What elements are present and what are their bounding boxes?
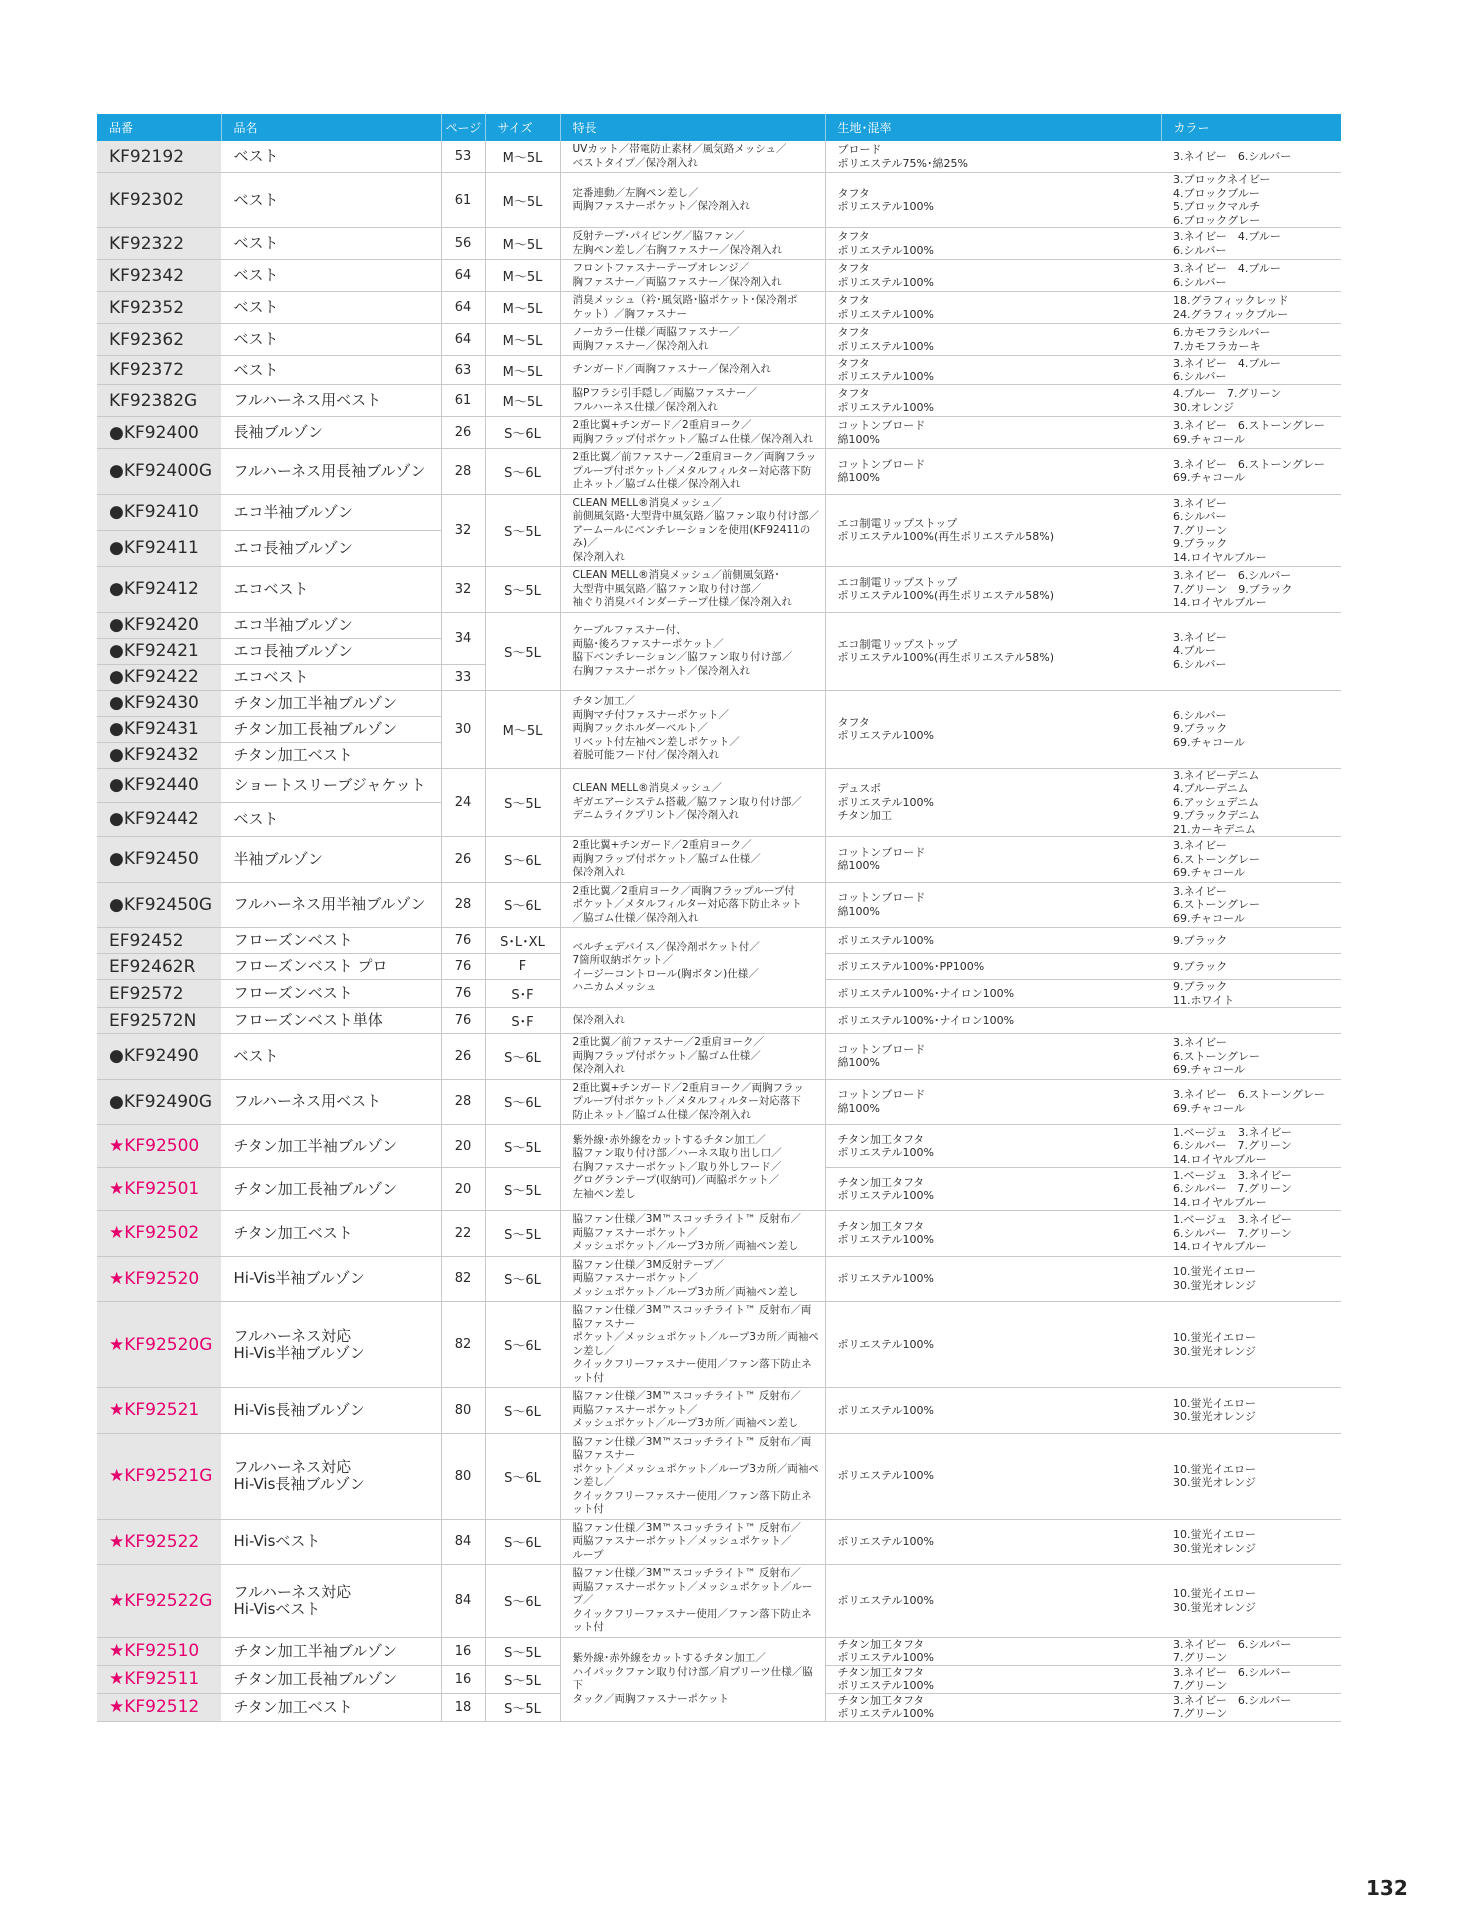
product-colors: 10.蛍光イエロー 30.蛍光オレンジ: [1161, 1433, 1341, 1519]
product-page: 80: [441, 1388, 485, 1434]
product-size: S〜5L: [485, 1693, 560, 1721]
product-name: ベスト: [221, 324, 441, 356]
table-row: [97, 837, 1341, 883]
product-name: チタン加工長袖ブルゾン: [221, 716, 441, 742]
product-name: チタン加工半袖ブルゾン: [221, 1125, 441, 1168]
product-code: KF92192: [97, 141, 221, 173]
product-features: 2重比翼／前ファスナー／2重肩ヨーク／両胸フラッ プループ付ポケット／メタルフィルター対応落下防 止ネット／脇ゴム仕様／保冷剤入れ: [560, 449, 825, 495]
product-page: 26: [441, 1034, 485, 1080]
product-page: 84: [441, 1519, 485, 1565]
product-colors: 3.ネイビー 6.ストーングレー 69.チャコール: [1161, 837, 1341, 883]
product-colors: 6.シルバー 9.ブラック 69.チャコール: [1161, 690, 1341, 768]
product-code: KF92352: [97, 292, 221, 324]
product-colors: 3.ネイビー 4.ブルー 6.シルバー: [1161, 356, 1341, 385]
header-size: サイズ: [485, 114, 560, 141]
product-name: ショートスリーブジャケット: [221, 768, 441, 802]
product-size: S〜6L: [485, 1388, 560, 1434]
product-code: ●KF92490G: [97, 1079, 221, 1125]
product-colors: 3.ネイビー 4.ブルー 6.シルバー: [1161, 228, 1341, 260]
table-row: [97, 324, 1341, 356]
product-code: ●KF92421: [97, 638, 221, 664]
product-page: 16: [441, 1665, 485, 1693]
product-features: 脇ファン仕様／3M™スコッチライト™ 反射布／ 両脇ファスナーポケット／ メッシュポケット／ループ3カ所／両袖ペン差し: [560, 1388, 825, 1434]
product-page: 32: [441, 567, 485, 613]
product-features: 脇ファン仕様／3M反射テープ／ 両脇ファスナーポケット／ メッシュポケット／ループ3カ所／両袖ペン差し: [560, 1256, 825, 1302]
product-colors: 10.蛍光イエロー 30.蛍光オレンジ: [1161, 1519, 1341, 1565]
product-fabric: タフタ ポリエステル100%: [825, 324, 1161, 356]
product-colors: 9.ブラック: [1161, 928, 1341, 954]
table-row: [97, 1008, 1341, 1034]
product-size: M〜5L: [485, 385, 560, 417]
table-row: [97, 1519, 1341, 1565]
product-fabric: チタン加工タフタ ポリエステル100%: [825, 1665, 1161, 1693]
product-code: ●KF92400G: [97, 449, 221, 495]
product-size: S〜6L: [485, 449, 560, 495]
product-colors: 10.蛍光イエロー 30.蛍光オレンジ: [1161, 1256, 1341, 1302]
product-size: M〜5L: [485, 356, 560, 385]
product-fabric: ポリエステル100%: [825, 1519, 1161, 1565]
product-size: M〜5L: [485, 690, 560, 768]
product-code: ★KF92500: [97, 1125, 221, 1168]
product-size: S〜6L: [485, 882, 560, 928]
product-code: ●KF92412: [97, 567, 221, 613]
product-colors: 10.蛍光イエロー 30.蛍光オレンジ: [1161, 1388, 1341, 1434]
table-row: [97, 1388, 1341, 1434]
product-fabric: ポリエステル100%: [825, 1302, 1161, 1388]
product-name: エコベスト: [221, 664, 441, 690]
product-fabric: ポリエステル100%: [825, 1256, 1161, 1302]
product-features: 脇Pフラシ引手隠し／両脇ファスナー／ フルハーネス仕様／保冷剤入れ: [560, 385, 825, 417]
table-row: [97, 1302, 1341, 1388]
product-size: S〜5L: [485, 1665, 560, 1693]
table-row: [97, 356, 1341, 385]
product-code: ★KF92520G: [97, 1302, 221, 1388]
product-colors: 3.ネイビー 6.シルバー 7.グリーン: [1161, 1665, 1341, 1693]
table-body: [97, 141, 1341, 1721]
product-code: ★KF92521: [97, 1388, 221, 1434]
product-fabric: ポリエステル100%: [825, 1565, 1161, 1638]
table-row: [97, 449, 1341, 495]
header-page: ページ: [441, 114, 485, 141]
product-size: S〜5L: [485, 1168, 560, 1211]
product-colors: 3.ネイビー 6.シルバー 7.グリーン: [1161, 1693, 1341, 1721]
product-size: S〜5L: [485, 567, 560, 613]
product-code: ●KF92432: [97, 742, 221, 768]
product-page: 53: [441, 141, 485, 173]
product-fabric: エコ制電リップストップ ポリエステル100%(再生ポリエステル58%): [825, 494, 1161, 567]
product-name: Hi-Vis長袖ブルゾン: [221, 1388, 441, 1434]
table-row: [97, 173, 1341, 228]
product-fabric: タフタ ポリエステル100%: [825, 260, 1161, 292]
product-code: ●KF92400: [97, 417, 221, 449]
header-code: 品番: [97, 114, 221, 141]
product-colors: 1.ベージュ 3.ネイビー 6.シルバー 7.グリーン 14.ロイヤルブルー: [1161, 1211, 1341, 1257]
product-page: 20: [441, 1168, 485, 1211]
product-page: 18: [441, 1693, 485, 1721]
product-page: 30: [441, 690, 485, 768]
product-page: 76: [441, 928, 485, 954]
product-name: ベスト: [221, 228, 441, 260]
product-fabric: タフタ ポリエステル100%: [825, 292, 1161, 324]
product-features: ノーカラー仕様／両脇ファスナー／ 両胸ファスナー／保冷剤入れ: [560, 324, 825, 356]
product-name: フルハーネス用ベスト: [221, 385, 441, 417]
product-code: ★KF92501: [97, 1168, 221, 1211]
product-code: ●KF92420: [97, 612, 221, 638]
product-colors: 3.ネイビー 6.シルバー 7.グリーン: [1161, 1637, 1341, 1665]
product-features: CLEAN MELL®消臭メッシュ／ ギガエアーシステム搭載／脇ファン取り付け部／ デニムライクプリント／保冷剤入れ: [560, 768, 825, 837]
product-page: 64: [441, 292, 485, 324]
product-colors: 3.ネイビー 6.シルバー 7.グリーン 9.ブラック 14.ロイヤルブルー: [1161, 494, 1341, 567]
product-code: EF92462R: [97, 954, 221, 980]
product-code: ●KF92430: [97, 690, 221, 716]
table-row: [97, 1433, 1341, 1519]
product-colors: 4.ブルー 7.グリーン 30.オレンジ: [1161, 385, 1341, 417]
product-code: ●KF92440: [97, 768, 221, 802]
product-page: 28: [441, 1079, 485, 1125]
product-code: ★KF92512: [97, 1693, 221, 1721]
product-features: UVカット／帯電防止素材／風気路メッシュ／ ベストタイプ／保冷剤入れ: [560, 141, 825, 173]
product-size: S〜5L: [485, 1637, 560, 1665]
product-size: S〜6L: [485, 1302, 560, 1388]
product-name: エコ半袖ブルゾン: [221, 612, 441, 638]
product-fabric: チタン加工タフタ ポリエステル100%: [825, 1211, 1161, 1257]
product-features: 脇ファン仕様／3M™スコッチライト™ 反射布／ 両脇ファスナーポケット／メッシュポケット／ループ／ クイックフリーファスナー使用／ファン落下防止ネット付: [560, 1565, 825, 1638]
product-name: Hi-Visベスト: [221, 1519, 441, 1565]
table-row: [97, 612, 1341, 638]
table-row: [97, 690, 1341, 716]
product-fabric: タフタ ポリエステル100%: [825, 173, 1161, 228]
header-features: 特長: [560, 114, 825, 141]
product-colors: 3.ネイビー 6.ストーングレー 69.チャコール: [1161, 449, 1341, 495]
product-page: 56: [441, 228, 485, 260]
product-fabric: コットンブロード 綿100%: [825, 1079, 1161, 1125]
product-size: S〜6L: [485, 837, 560, 883]
product-code: KF92322: [97, 228, 221, 260]
product-features: 2重比翼／2重肩ヨーク／両胸フラップループ付 ポケット／メタルフィルター対応落下防止ネット ／脇ゴム仕様／保冷剤入れ: [560, 882, 825, 928]
product-size: S･F: [485, 1008, 560, 1034]
product-page: 33: [441, 664, 485, 690]
product-code: ★KF92511: [97, 1665, 221, 1693]
product-size: S･L･XL: [485, 928, 560, 954]
product-fabric: ブロード ポリエステル75%･綿25%: [825, 141, 1161, 173]
table-row: [97, 1125, 1341, 1168]
product-colors: 3.ネイビー 6.シルバー 7.グリーン 9.ブラック 14.ロイヤルブルー: [1161, 567, 1341, 613]
product-name: 長袖ブルゾン: [221, 417, 441, 449]
product-colors: 10.蛍光イエロー 30.蛍光オレンジ: [1161, 1302, 1341, 1388]
product-name: フローズンベスト プロ: [221, 954, 441, 980]
product-page: 63: [441, 356, 485, 385]
product-page: 82: [441, 1302, 485, 1388]
product-features: フロントファスナーテープオレンジ／ 胸ファスナー／両脇ファスナー／保冷剤入れ: [560, 260, 825, 292]
product-size: M〜5L: [485, 324, 560, 356]
product-name: エコベスト: [221, 567, 441, 613]
product-size: S〜5L: [485, 768, 560, 837]
table-row: [97, 1256, 1341, 1302]
product-size: F: [485, 954, 560, 980]
product-name: エコ長袖ブルゾン: [221, 638, 441, 664]
product-features: 2重比翼+チンガード／2重肩ヨーク／ 両胸フラップ付ポケット／脇ゴム仕様／保冷剤入れ: [560, 417, 825, 449]
product-page: 16: [441, 1637, 485, 1665]
product-size: S〜6L: [485, 1519, 560, 1565]
product-size: M〜5L: [485, 260, 560, 292]
product-name: ベスト: [221, 141, 441, 173]
table-row: [97, 1034, 1341, 1080]
product-name: ベスト: [221, 356, 441, 385]
product-code: ●KF92450G: [97, 882, 221, 928]
product-code: ●KF92450: [97, 837, 221, 883]
product-colors: 1.ベージュ 3.ネイビー 6.シルバー 7.グリーン 14.ロイヤルブルー: [1161, 1125, 1341, 1168]
product-colors: 3.ネイビー 6.シルバー: [1161, 141, 1341, 173]
product-name: チタン加工ベスト: [221, 1693, 441, 1721]
product-fabric: ポリエステル100%･PP100%: [825, 954, 1161, 980]
table-row: [97, 1211, 1341, 1257]
product-colors: 1.ベージュ 3.ネイビー 6.シルバー 7.グリーン 14.ロイヤルブルー: [1161, 1168, 1341, 1211]
product-page: 84: [441, 1565, 485, 1638]
table-row: [97, 417, 1341, 449]
product-fabric: コットンブロード 綿100%: [825, 449, 1161, 495]
product-colors: 10.蛍光イエロー 30.蛍光オレンジ: [1161, 1565, 1341, 1638]
product-fabric: コットンブロード 綿100%: [825, 837, 1161, 883]
product-features: 定番連動／左胸ペン差し／ 両胸ファスナーポケット／保冷剤入れ: [560, 173, 825, 228]
product-features: 反射テープ･パイピング／脇ファン／ 左胸ペン差し／右胸ファスナー／保冷剤入れ: [560, 228, 825, 260]
product-page: 76: [441, 954, 485, 980]
table-row: [97, 260, 1341, 292]
product-name: フルハーネス対応 Hi-Visベスト: [221, 1565, 441, 1638]
product-name: ベスト: [221, 1034, 441, 1080]
product-name: ベスト: [221, 292, 441, 324]
product-fabric: コットンブロード 綿100%: [825, 417, 1161, 449]
product-fabric: タフタ ポリエステル100%: [825, 228, 1161, 260]
product-features: 保冷剤入れ: [560, 1008, 825, 1034]
product-fabric: タフタ ポリエステル100%: [825, 356, 1161, 385]
product-name: ベスト: [221, 802, 441, 836]
product-code: EF92572N: [97, 1008, 221, 1034]
product-page: 76: [441, 1008, 485, 1034]
product-name: フルハーネス対応 Hi-Vis長袖ブルゾン: [221, 1433, 441, 1519]
product-fabric: コットンブロード 綿100%: [825, 882, 1161, 928]
product-name: フローズンベスト: [221, 980, 441, 1008]
product-colors: 3.ネイビー 4.ブルー 6.シルバー: [1161, 612, 1341, 690]
product-fabric: チタン加工タフタ ポリエステル100%: [825, 1637, 1161, 1665]
product-code: KF92362: [97, 324, 221, 356]
product-page: 64: [441, 324, 485, 356]
product-features: 紫外線･赤外線をカットするチタン加工／ ハイパックファン取り付け部／肩プリーツ仕様／脇下 タック／両胸ファスナーポケット: [560, 1637, 825, 1721]
table-row: [97, 1079, 1341, 1125]
header-color: カラー: [1161, 114, 1341, 141]
product-name: チタン加工半袖ブルゾン: [221, 1637, 441, 1665]
product-name: ベスト: [221, 173, 441, 228]
product-colors: 3.ネイビー 6.ストーングレー 69.チャコール: [1161, 1034, 1341, 1080]
product-features: 脇ファン仕様／3M™スコッチライト™ 反射布／両脇ファスナー ポケット／メッシュポケット／ループ3カ所／両袖ペン差し／ クイックフリーファスナー使用／ファン落下防止ネット付: [560, 1433, 825, 1519]
table-row: [97, 228, 1341, 260]
product-code: EF92452: [97, 928, 221, 954]
product-code: ★KF92522: [97, 1519, 221, 1565]
header-name: 品名: [221, 114, 441, 141]
product-size: M〜5L: [485, 292, 560, 324]
product-features: チンガード／両胸ファスナー／保冷剤入れ: [560, 356, 825, 385]
product-page: 20: [441, 1125, 485, 1168]
product-code: KF92342: [97, 260, 221, 292]
product-colors: 3.ネイビー 6.ストーングレー 69.チャコール: [1161, 882, 1341, 928]
product-fabric: デュスポ ポリエステル100% チタン加工: [825, 768, 1161, 837]
table-row: [97, 385, 1341, 417]
product-code: ★KF92502: [97, 1211, 221, 1257]
product-features: 脇ファン仕様／3M™スコッチライト™ 反射布／両脇ファスナー ポケット／メッシュポケット／ループ3カ所／両袖ペン差し／ クイックフリーファスナー使用／ファン落下防止ネット付: [560, 1302, 825, 1388]
header-fabric: 生地･混率: [825, 114, 1161, 141]
product-features: 脇ファン仕様／3M™スコッチライト™ 反射布／ 両脇ファスナーポケット／メッシュポケット／ ループ: [560, 1519, 825, 1565]
product-code: ●KF92490: [97, 1034, 221, 1080]
product-size: S〜6L: [485, 1565, 560, 1638]
product-page: 32: [441, 494, 485, 567]
product-name: チタン加工半袖ブルゾン: [221, 690, 441, 716]
product-colors: 3.ネイビーデニム 4.ブルーデニム 6.アッシュデニム 9.ブラックデニム 21.カーキデニム: [1161, 768, 1341, 837]
product-features: 2重比翼+チンガード／2重肩ヨーク／ 両胸フラップ付ポケット／脇ゴム仕様／ 保冷剤入れ: [560, 837, 825, 883]
product-name: エコ半袖ブルゾン: [221, 494, 441, 530]
product-size: M〜5L: [485, 173, 560, 228]
product-name: Hi-Vis半袖ブルゾン: [221, 1256, 441, 1302]
table-row: [97, 292, 1341, 324]
product-size: S〜6L: [485, 417, 560, 449]
product-colors: 6.カモフラシルバー 7.カモフラカーキ: [1161, 324, 1341, 356]
table-row: [97, 567, 1341, 613]
product-fabric: タフタ ポリエステル100%: [825, 690, 1161, 768]
product-size: S〜6L: [485, 1256, 560, 1302]
product-features: ケーブルファスナー付、 両脇･後ろファスナーポケット／ 脇下ベンチレーション／脇ファン取り付け部／ 右胸ファスナーポケット／保冷剤入れ: [560, 612, 825, 690]
product-features: 2重比翼／前ファスナー／2重肩ヨーク／ 両胸フラップ付ポケット／脇ゴム仕様／ 保冷剤入れ: [560, 1034, 825, 1080]
product-page: 34: [441, 612, 485, 664]
product-fabric: チタン加工タフタ ポリエステル100%: [825, 1125, 1161, 1168]
table-row: [97, 494, 1341, 530]
product-code: ●KF92410: [97, 494, 221, 530]
product-features: 脇ファン仕様／3M™スコッチライト™ 反射布／ 両脇ファスナーポケット／ メッシュポケット／ループ3カ所／両袖ペン差し: [560, 1211, 825, 1257]
product-code: KF92302: [97, 173, 221, 228]
product-features: 紫外線･赤外線をカットするチタン加工／ 脇ファン取り付け部／ハーネス取り出し口／ 右胸ファスナーポケット／取り外しフード／ グログランテープ(収納可)／両脇ポケット／ 左袖ペン差し: [560, 1125, 825, 1211]
product-colors: 3.ネイビー 6.ストーングレー 69.チャコール: [1161, 417, 1341, 449]
table-header-row: [97, 114, 1341, 141]
product-name: フルハーネス用半袖ブルゾン: [221, 882, 441, 928]
product-name: チタン加工長袖ブルゾン: [221, 1168, 441, 1211]
product-code: EF92572: [97, 980, 221, 1008]
product-size: M〜5L: [485, 141, 560, 173]
table-row: [97, 1637, 1341, 1665]
product-name: フルハーネス用長袖ブルゾン: [221, 449, 441, 495]
product-fabric: タフタ ポリエステル100%: [825, 385, 1161, 417]
product-features: CLEAN MELL®消臭メッシュ／ 前側風気路･大型背中風気路／脇ファン取り付け部／ アームールにベンチレーションを使用(KF92411のみ)／ 保冷剤入れ: [560, 494, 825, 567]
product-size: S〜5L: [485, 612, 560, 690]
product-page: 26: [441, 837, 485, 883]
product-colors: 9.ブラック 11.ホワイト: [1161, 980, 1341, 1008]
product-code: ●KF92422: [97, 664, 221, 690]
product-features: チタン加工／ 両胸マチ付ファスナーポケット／ 両胸フックホルダーベルト／ リベット付左袖ペン差しポケット／ 着脱可能フード付／保冷剤入れ: [560, 690, 825, 768]
product-page: 61: [441, 385, 485, 417]
product-fabric: ポリエステル100%: [825, 928, 1161, 954]
product-code: ●KF92411: [97, 530, 221, 566]
product-code: KF92382G: [97, 385, 221, 417]
table-row: [97, 928, 1341, 954]
product-fabric: コットンブロード 綿100%: [825, 1034, 1161, 1080]
product-code: ★KF92522G: [97, 1565, 221, 1638]
product-features: 2重比翼+チンガード／2重肩ヨーク／両胸フラッ プループ付ポケット／メタルフィルター対応落下 防止ネット／脇ゴム仕様／保冷剤入れ: [560, 1079, 825, 1125]
product-code: ★KF92521G: [97, 1433, 221, 1519]
product-page: 22: [441, 1211, 485, 1257]
product-page: 82: [441, 1256, 485, 1302]
product-code: ●KF92442: [97, 802, 221, 836]
table-row: [97, 141, 1341, 173]
product-name: ベスト: [221, 260, 441, 292]
product-name: フルハーネス対応 Hi-Vis半袖ブルゾン: [221, 1302, 441, 1388]
product-page: 24: [441, 768, 485, 837]
product-spec-table: [97, 114, 1341, 1722]
product-page: 76: [441, 980, 485, 1008]
product-fabric: ポリエステル100%･ナイロン100%: [825, 980, 1161, 1008]
product-colors: 3.ネイビー 6.ストーングレー 69.チャコール: [1161, 1079, 1341, 1125]
table-row: [97, 882, 1341, 928]
product-size: S〜5L: [485, 494, 560, 567]
product-colors: 3.ネイビー 4.ブルー 6.シルバー: [1161, 260, 1341, 292]
product-colors: 3.ブロックネイビー 4.ブロックブルー 5.ブロックマルチ 6.ブロックグレー: [1161, 173, 1341, 228]
product-page: 64: [441, 260, 485, 292]
product-size: S〜6L: [485, 1433, 560, 1519]
product-colors: 9.ブラック: [1161, 954, 1341, 980]
product-size: S･F: [485, 980, 560, 1008]
product-fabric: チタン加工タフタ ポリエステル100%: [825, 1168, 1161, 1211]
product-fabric: エコ制電リップストップ ポリエステル100%(再生ポリエステル58%): [825, 612, 1161, 690]
product-name: チタン加工ベスト: [221, 1211, 441, 1257]
product-size: S〜5L: [485, 1211, 560, 1257]
product-name: チタン加工ベスト: [221, 742, 441, 768]
product-code: ★KF92510: [97, 1637, 221, 1665]
product-features: 消臭メッシュ（衿･風気路･脇ポケット･保冷剤ポ ケット）／胸ファスナー: [560, 292, 825, 324]
product-page: 28: [441, 882, 485, 928]
product-size: S〜6L: [485, 1034, 560, 1080]
product-name: フローズンベスト: [221, 928, 441, 954]
table-row: [97, 1565, 1341, 1638]
product-code: KF92372: [97, 356, 221, 385]
product-fabric: ポリエステル100%･ナイロン100%: [825, 1008, 1161, 1034]
product-code: ★KF92520: [97, 1256, 221, 1302]
table-row: [97, 768, 1341, 802]
product-features: CLEAN MELL®消臭メッシュ／前側風気路･ 大型背中風気路／脇ファン取り付け部／ 袖ぐり消臭バインダーテープ仕様／保冷剤入れ: [560, 567, 825, 613]
page-number: 132: [1366, 1876, 1408, 1900]
product-page: 28: [441, 449, 485, 495]
product-fabric: ポリエステル100%: [825, 1388, 1161, 1434]
product-name: 半袖ブルゾン: [221, 837, 441, 883]
product-page: 61: [441, 173, 485, 228]
product-features: ベルチェデバイス／保冷剤ポケット付／ 7箇所収納ポケット／ イージーコントロール(胸ボタン)仕様／ ハニカムメッシュ: [560, 928, 825, 1008]
product-fabric: エコ制電リップストップ ポリエステル100%(再生ポリエステル58%): [825, 567, 1161, 613]
product-size: S〜6L: [485, 1079, 560, 1125]
product-fabric: チタン加工タフタ ポリエステル100%: [825, 1693, 1161, 1721]
product-size: M〜5L: [485, 228, 560, 260]
product-name: フローズンベスト単体: [221, 1008, 441, 1034]
product-size: S〜5L: [485, 1125, 560, 1168]
product-name: チタン加工長袖ブルゾン: [221, 1665, 441, 1693]
product-name: フルハーネス用ベスト: [221, 1079, 441, 1125]
product-fabric: ポリエステル100%: [825, 1433, 1161, 1519]
product-code: ●KF92431: [97, 716, 221, 742]
product-page: 80: [441, 1433, 485, 1519]
product-colors: 18.グラフィックレッド 24.グラフィックブルー: [1161, 292, 1341, 324]
product-colors: [1161, 1008, 1341, 1034]
product-page: 26: [441, 417, 485, 449]
product-name: エコ長袖ブルゾン: [221, 530, 441, 566]
